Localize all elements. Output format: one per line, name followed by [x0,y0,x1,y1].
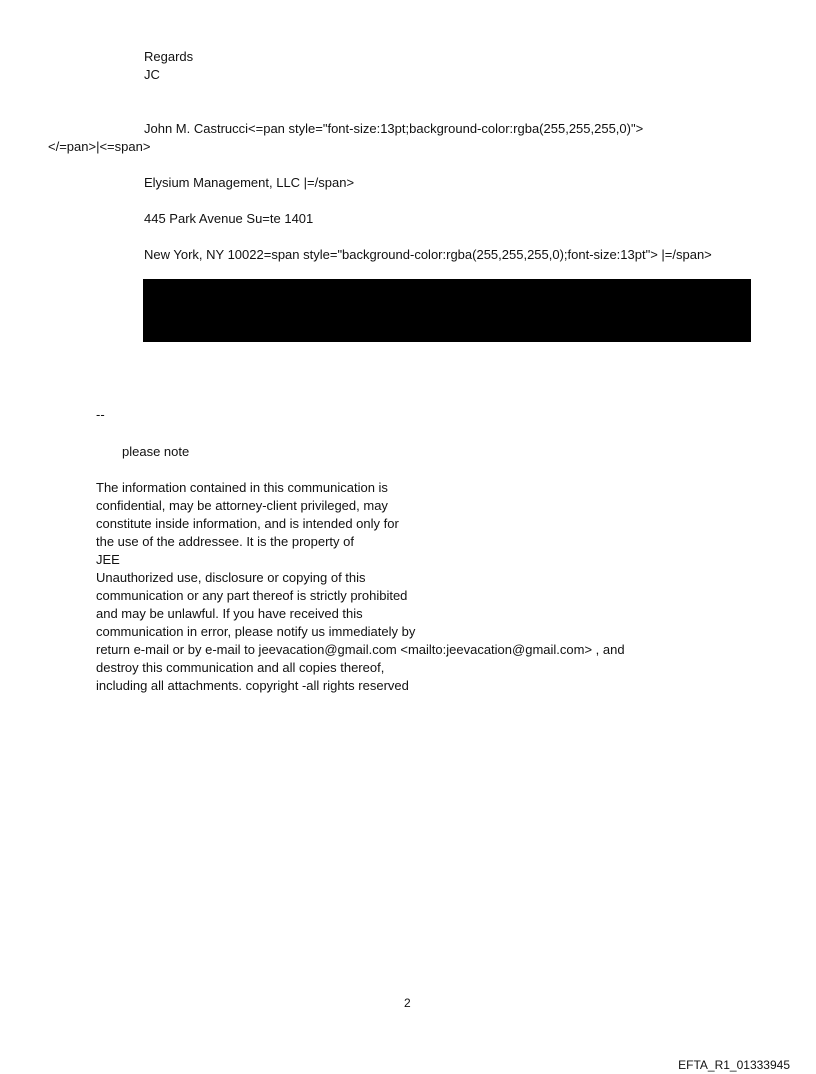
signature-company: Elysium Management, LLC |=/span> [144,175,355,190]
notice-heading: please note [122,444,190,459]
redaction-block [143,279,751,342]
notice-line: confidential, may be attorney-client privileged, may [96,498,388,513]
signature-name-line: John M. Castrucci<=pan style="font-size:13pt;background-color:rgba(255,255,255,0)"> [144,121,644,136]
notice-line: The information contained in this communication is [96,480,388,495]
notice-line: JEE [96,552,120,567]
notice-line: return e-mail or by e-mail to jeevacation@gmail.com <mailto:jeevacation@gmail.com> , and [96,642,625,657]
notice-line: destroy this communication and all copies thereof, [96,660,385,675]
signature-name-line-continued: </=pan>|<=span> [48,139,151,154]
confidentiality-notice [96,479,625,695]
notice-line: communication or any part thereof is strictly prohibited [96,588,408,603]
separator-dashes: -- [96,407,105,422]
notice-line: including all attachments. copyright -all rights reserved [96,678,409,693]
notice-line: and may be unlawful. If you have received this [96,606,363,621]
signature-address-city: New York, NY 10022=span style="background-color:rgba(255,255,255,0);font-size:13pt"> |=/span> [144,247,712,262]
document-id: EFTA_R1_01333945 [678,1058,790,1072]
closing-text: Regards [144,49,194,64]
signature-address-street: 445 Park Avenue Su=te 1401 [144,211,314,226]
notice-line: the use of the addressee. It is the property of [96,534,354,549]
notice-line: constitute inside information, and is intended only for [96,516,399,531]
notice-line: communication in error, please notify us immediately by [96,624,416,639]
notice-line: Unauthorized use, disclosure or copying of this [96,570,366,585]
signature-initials: JC [144,67,160,82]
page-number: 2 [404,996,411,1010]
